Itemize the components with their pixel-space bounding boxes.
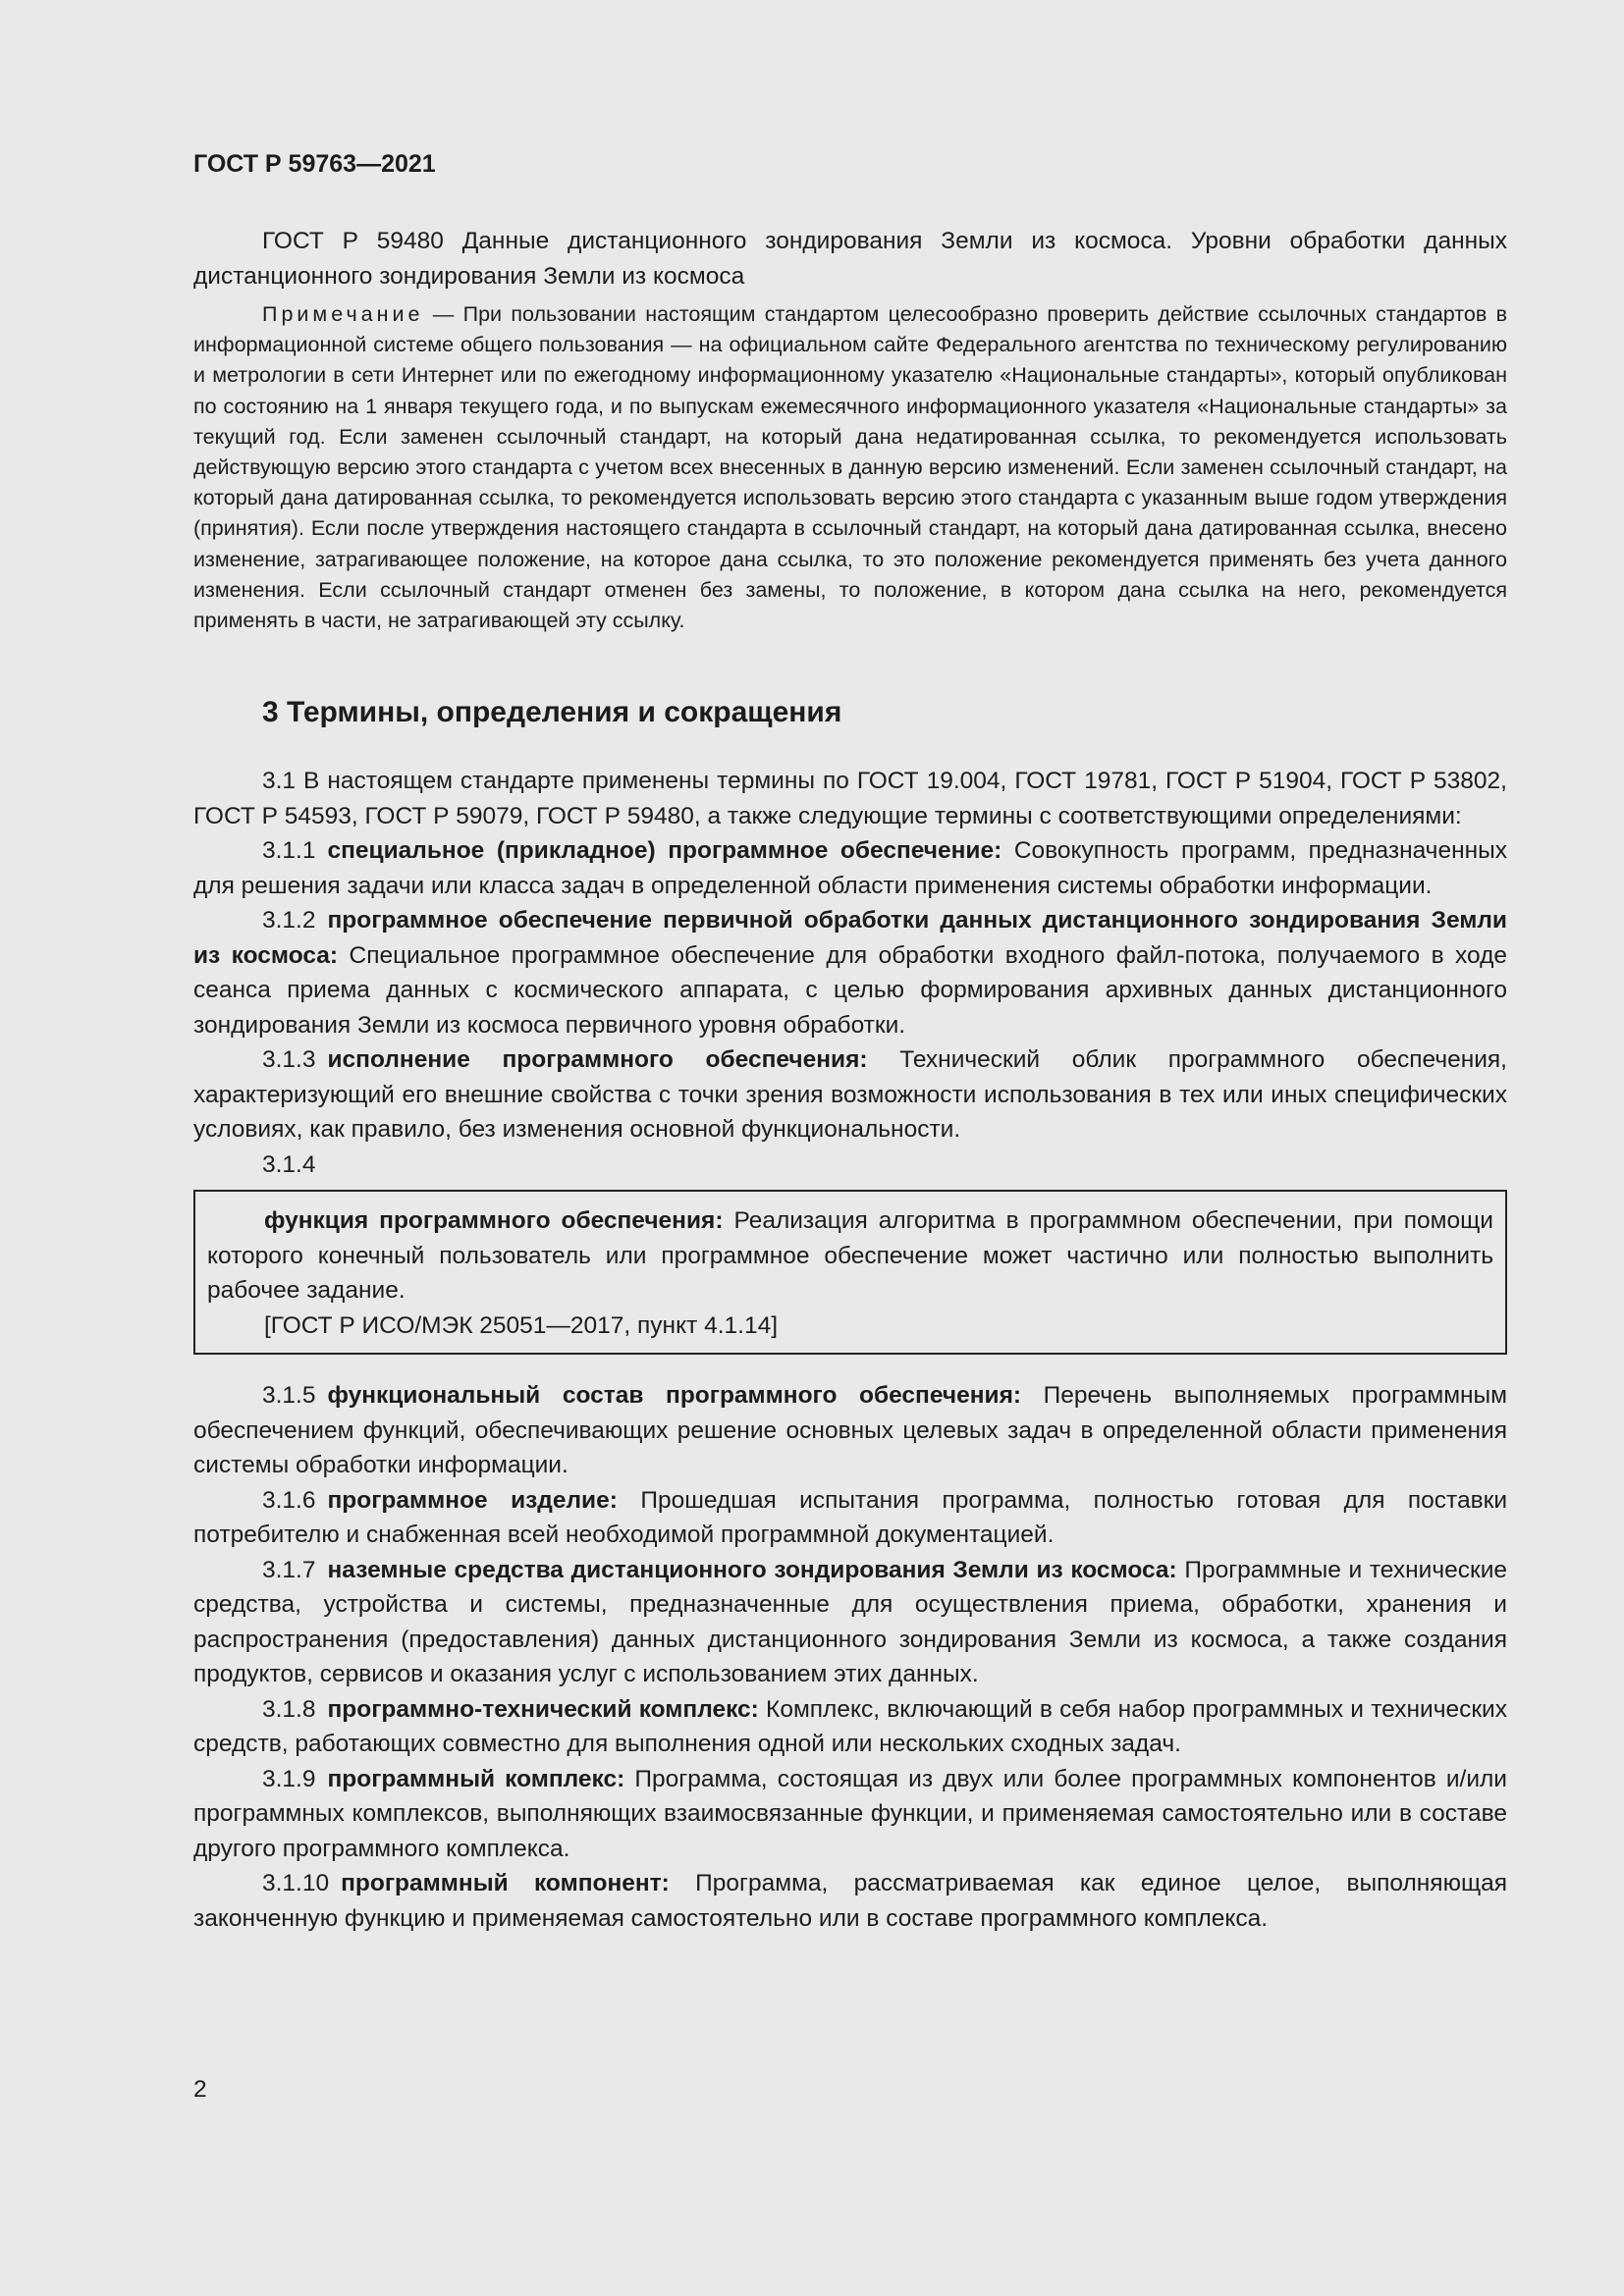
section-heading: 3 Термины, определения и сокращения <box>262 696 842 729</box>
term-definition: Программа, рассматриваемая как единое целое, выполняющая законченную функцию и применяемая самостоятельно или в составе программного комплекса. <box>193 1870 1507 1932</box>
term-definition: Специальное программное обеспечение для обработки входного файл-потока, получаемого в ходе сеанса приема данных с космического аппарата, с целью формирования архивных данных дистанционного зондирования Земли из космоса первичного уровня обработки. <box>193 941 1508 1039</box>
section-intro: 3.1 В настоящем стандарте применены термины по ГОСТ 19.004, ГОСТ 19781, ГОСТ Р 51904, ГОСТ Р 53802, ГОСТ Р 54593, ГОСТ Р 59079, ГОСТ Р 59480, а также следующие термины с соответствующими определениями: <box>193 768 1507 829</box>
term-definition: Реализация алгоритма в программном обеспечении, при помощи которого конечный пользователь или программное обеспечение может частично или полностью выполнить рабочее задание. <box>207 1207 1493 1305</box>
term-number: 3.1.3 <box>262 1046 316 1074</box>
term-number: 3.1.2 <box>262 907 316 934</box>
term-name: программное изделие: <box>327 1486 618 1514</box>
term-definition: Совокупность программ, предназначенных для решения задачи или класса задач в определенной области применения системы обработки информации. <box>193 837 1507 899</box>
term-number: 3.1.10 <box>262 1870 330 1897</box>
term-definition: Программа, состоящая из двух или более программных компонентов и/или программных комплексов, выполняющих взаимосвязанные функции, и применяемая самостоятельно или в составе другого программного комплекса. <box>193 1765 1507 1862</box>
term-definition: Программные и технические средства, устройства и системы, предназначенные для осуществления приема, обработки, хранения и распространения (предоставления) данных дистанционного зондирования Земли из космоса, а также создания продуктов, сервисов и оказания услуг с использованием этих данных. <box>193 1556 1507 1688</box>
term-name: программное обеспечение первичной обработки данных дистанционного зондирования Земли из космоса: <box>193 907 1507 969</box>
term-entry <box>193 1692 1507 1762</box>
term-number-boxed: 3.1.4 <box>262 1150 316 1178</box>
term-name: программно-технический комплекс: <box>327 1695 759 1723</box>
term-number: 3.1.7 <box>262 1556 316 1583</box>
term-name: функция программного обеспечения: <box>264 1207 724 1235</box>
term-definition: Перечень выполняемых программным обеспечением функций, обеспечивающих решение основных целевых задач в определенной области применения системы обработки информации. <box>193 1382 1508 1479</box>
term-name: специальное (прикладное) программное обеспечение: <box>327 837 1002 865</box>
term-name: программный компонент: <box>341 1870 670 1897</box>
term-number: 3.1.8 <box>262 1695 316 1723</box>
term-entry <box>193 1762 1507 1867</box>
term-entry <box>193 1042 1507 1148</box>
page-number: 2 <box>193 2076 207 2103</box>
document-code: ГОСТ Р 59763—2021 <box>193 150 436 178</box>
term-definition: Прошедшая испытания программа, полностью готовая для поставки потребителю и снабженная всей необходимой программной документацией. <box>193 1486 1508 1549</box>
term-number: 3.1.1 <box>262 837 316 865</box>
term-name: исполнение программного обеспечения: <box>327 1046 868 1074</box>
note-label: Примечание <box>262 302 424 326</box>
term-name: наземные средства дистанционного зондирования Земли из космоса: <box>327 1556 1177 1583</box>
page-content <box>193 147 1507 1936</box>
note-text: — При пользовании настоящим стандартом целесообразно проверить действие ссылочных стандартов в информационной системе общего пользования — на официальном сайте Федерального агентства по техническому регулированию и метрологии в сети Интернет или по ежегодному информационному указателю «Национальные стандарты», который опубликован по состоянию на 1 января текущего года, и по выпускам ежемесячного информационного указателя «Национальные стандарты» за текущий год. Если заменен ссылочный стандарт, на который дана недатированная ссылка, то рекомендуется использовать действующую версию этого стандарта с учетом всех внесенных в данную версию изменений. Если заменен ссылочный стандарт, на который дана датированная ссылка, то рекомендуется использовать версию этого стандарта с указанным выше годом утверждения (принятия). Если после утверждения настоящего стандарта в ссылочный стандарт, на который дана датированная ссылка, внесено изменение, затрагивающее положение, на которое дана ссылка, то это положение рекомендуется применять без учета данного изменения. Если ссылочный стандарт отменен без замены, то положение, в котором дана ссылка на него, рекомендуется применять в части, не затрагивающей эту ссылку. <box>193 302 1507 633</box>
note-paragraph <box>193 299 1507 636</box>
term-number: 3.1.9 <box>262 1765 316 1792</box>
term-entry <box>193 1378 1507 1483</box>
term-number: 3.1.5 <box>262 1382 316 1410</box>
boxed-term-entry <box>193 1190 1507 1355</box>
term-entry <box>207 1203 1493 1308</box>
term-definition: Комплекс, включающий в себя набор программных и технических средств, работающих совместно для выполнения одной или нескольких сходных задач. <box>193 1695 1507 1758</box>
term-source: [ГОСТ Р ИСО/МЭК 25051—2017, пункт 4.1.14] <box>264 1311 779 1339</box>
term-number: 3.1.6 <box>262 1486 316 1514</box>
term-definition: Технический облик программного обеспечения, характеризующий его внешние свойства с точки зрения возможности использования в тех или иных специфических условиях, как правило, без изменения основной функциональности. <box>193 1046 1507 1144</box>
term-entry <box>193 1483 1507 1553</box>
term-name: функциональный состав программного обеспечения: <box>327 1382 1022 1410</box>
term-entry <box>193 1553 1507 1692</box>
term-entry <box>193 903 1507 1042</box>
term-name: программный комплекс: <box>327 1765 625 1792</box>
term-entry <box>193 1866 1507 1936</box>
reference-gost-59480: ГОСТ Р 59480 Данные дистанционного зондирования Земли из космоса. Уровни обработки данных дистанционного зондирования Земли из космоса <box>193 228 1507 290</box>
term-entry <box>193 833 1507 903</box>
